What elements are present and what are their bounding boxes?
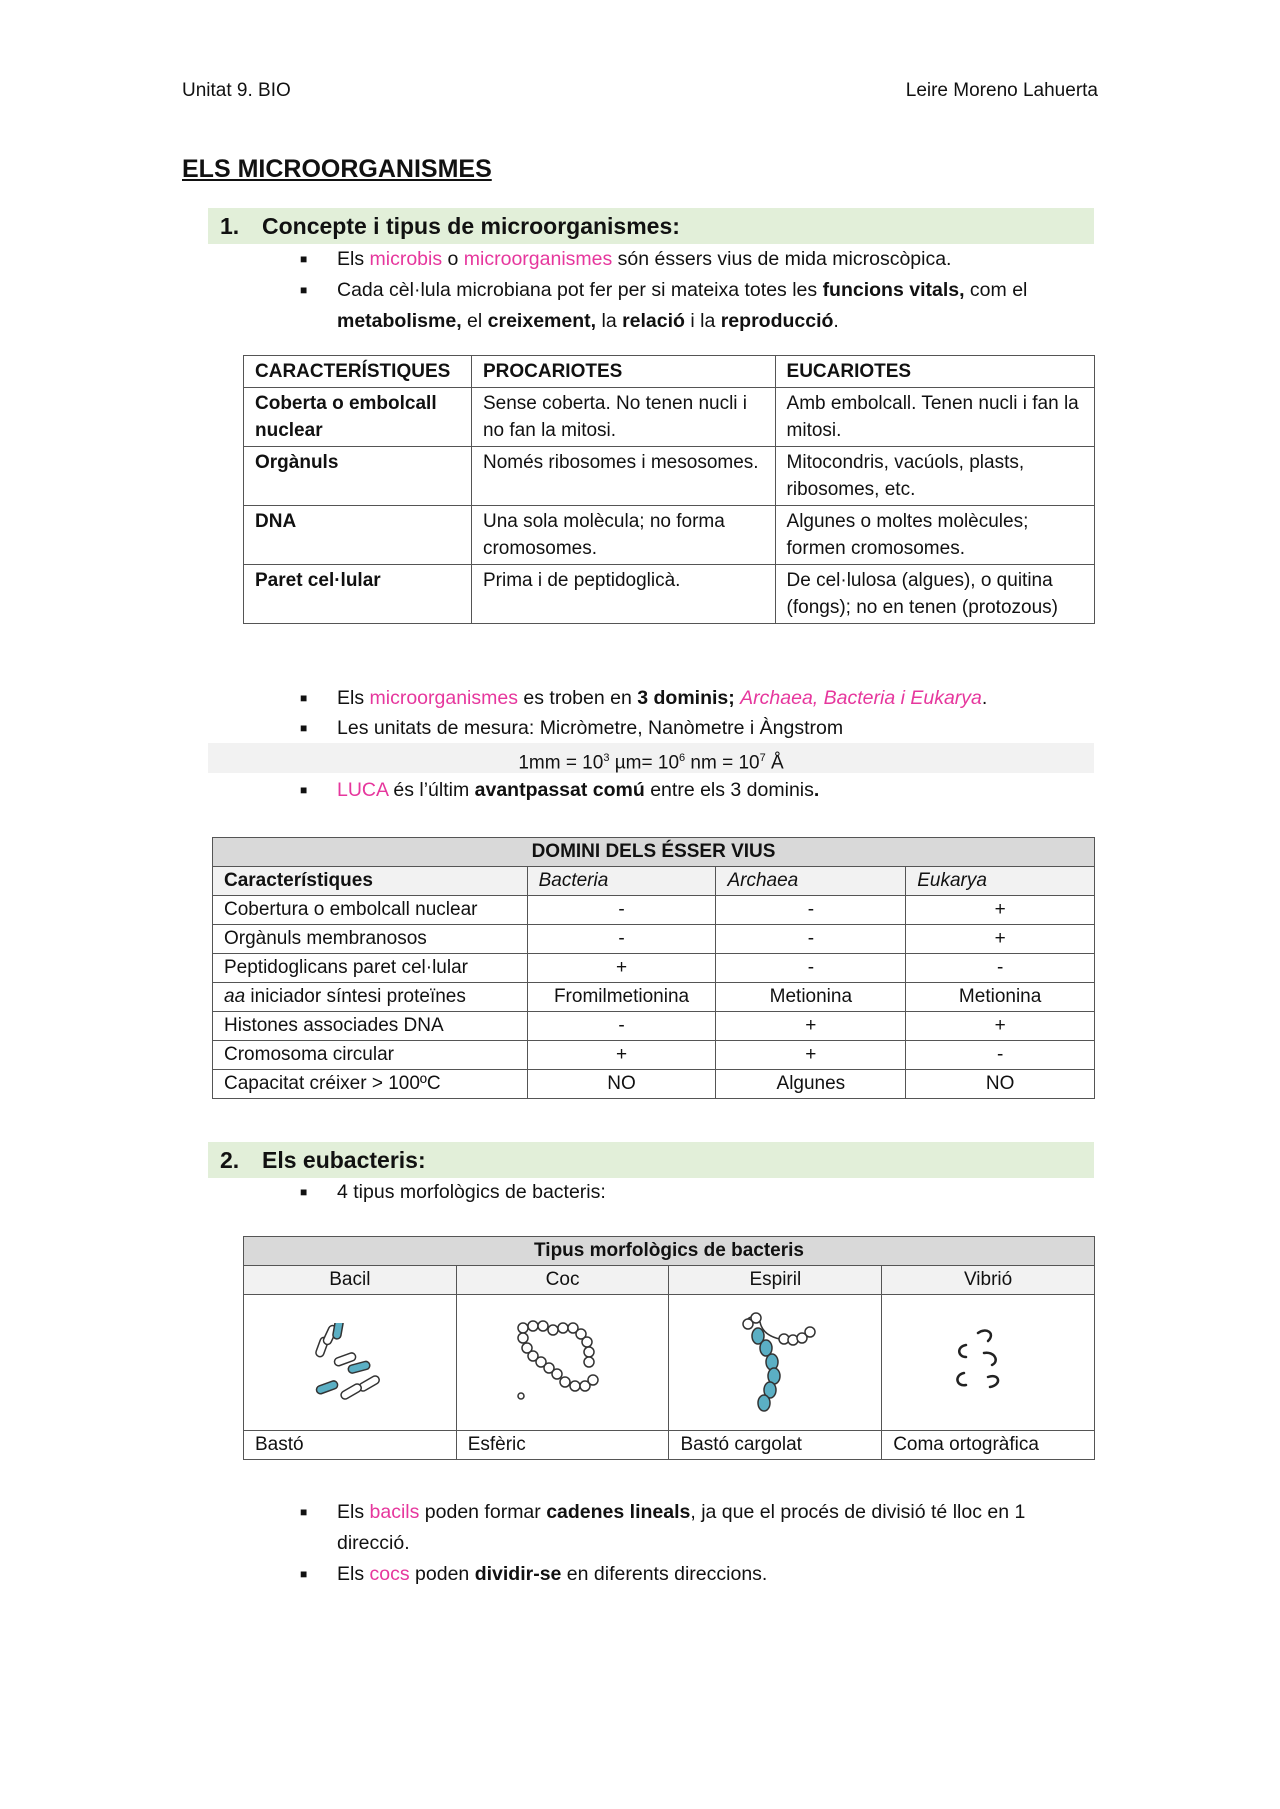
spirillum-icon [730,1308,820,1418]
table-cell: - [716,925,906,954]
table-caption: DOMINI DELS ÉSSER VIUS [213,838,1095,867]
column-header: Coc [456,1266,669,1295]
table-row [213,925,1095,954]
bacilli-icon [310,1323,390,1403]
column-header: Archaea [716,867,906,896]
bullet-square-icon: ■ [300,1505,308,1519]
table-cell: + [906,925,1095,954]
vibrio-icon [948,1323,1028,1403]
row-label: Cobertura o embolcall nuclear [213,896,528,925]
table-cell: Una sola molècula; no forma cromosomes. [471,506,775,565]
column-header: PROCARIOTES [471,356,775,388]
table-row [213,896,1095,925]
table-cell: + [906,1012,1095,1041]
section-heading-2 [208,1142,1094,1178]
bullet-cocci: ■ Els cocs poden dividir-se en diferents direccions. [300,1559,1095,1590]
table-cell: NO [906,1070,1095,1099]
illustration-cell [669,1295,882,1431]
table-cell: Metionina [716,983,906,1012]
table-cell: - [906,1041,1095,1070]
column-header: Bacil [244,1266,457,1295]
row-label: DNA [244,506,472,565]
table-header-row [244,356,1095,388]
table-cell: - [527,1012,716,1041]
table-cell: + [716,1012,906,1041]
column-header: Espiril [669,1266,882,1295]
bullet-square-icon: ■ [300,783,308,797]
table-cell: + [527,954,716,983]
table-cell: + [716,1041,906,1070]
table-cell: - [527,896,716,925]
section-number: 2. [220,1147,240,1173]
table-caption-row [213,838,1095,867]
domains-table [212,837,1095,1099]
section-number: 1. [220,213,240,239]
row-label: Peptidoglicans paret cel·lular [213,954,528,983]
illustration-cell [882,1295,1095,1431]
bullet-square-icon: ■ [300,691,308,705]
bacteria-morphology-table [243,1236,1095,1460]
column-header: Vibrió [882,1266,1095,1295]
header-unit: Unitat 9. BIO [182,80,291,101]
row-label: aa iniciador síntesi proteïnes [213,983,528,1012]
table-row [213,983,1095,1012]
bullet-morphology: ■ 4 tipus morfològics de bacteris: [300,1177,1095,1208]
table-cell: Esfèric [456,1431,669,1460]
table-row [244,1431,1095,1460]
table-cell: - [716,954,906,983]
section-title: Concepte i tipus de microorganismes: [262,213,680,239]
table-cell: Només ribosomes i mesosomes. [471,447,775,506]
table-row [244,565,1095,624]
illustration-cell [456,1295,669,1431]
row-label: Histones associades DNA [213,1012,528,1041]
row-label: Cromosoma circular [213,1041,528,1070]
table-row [244,388,1095,447]
unit-conversion-formula: $1mm = 10^3$ $\mu m= 10^6$ nm = $10^7$ Å [208,743,1094,773]
cocci-icon [513,1318,613,1408]
table-cell: Bastó [244,1431,457,1460]
bullet-three-domains: ■ Els microorganismes es troben en 3 dominis; Archaea, Bacteria i Eukarya. [300,683,1095,714]
table-cell: + [906,896,1095,925]
row-label: Capacitat créixer > 100ºC [213,1070,528,1099]
table-header-row [244,1266,1095,1295]
bullet-microbes: ■ Els microbis o microorganismes són éssers vius de mida microscòpica. [300,244,1095,275]
row-label: Paret cel·lular [244,565,472,624]
table-row [244,506,1095,565]
table-cell: Amb embolcall. Tenen nucli i fan la mitosi. [775,388,1094,447]
table-caption: Tipus morfològics de bacteris [244,1237,1095,1266]
table-cell: Algunes o moltes molècules; formen cromosomes. [775,506,1094,565]
bullet-square-icon: ■ [300,283,308,297]
section-heading-1 [208,208,1094,244]
bullet-square-icon: ■ [300,1567,308,1581]
table-cell: Mitocondris, vacúols, plasts, ribosomes, etc. [775,447,1094,506]
column-header: Eukarya [906,867,1095,896]
table-cell: NO [527,1070,716,1099]
table-caption-row [244,1237,1095,1266]
table-row [213,1012,1095,1041]
table-cell: Bastó cargolat [669,1431,882,1460]
bullet-bacilli: ■ Els bacils poden formar cadenes lineals, ja que el procés de divisió té lloc en 1 direcció. [300,1497,1095,1559]
table-cell: Metionina [906,983,1095,1012]
header-author: Leire Moreno Lahuerta [905,80,1098,101]
column-header: Bacteria [527,867,716,896]
bullet-vital-functions: ■ Cada cèl·lula microbiana pot fer per si mateixa totes les funcions vitals, com el metabolisme, el creixement, la relació i la reproducció. [300,275,1095,337]
bullet-square-icon: ■ [300,721,308,735]
illustration-row [244,1295,1095,1431]
bullet-units: ■ Les unitats de mesura: Micròmetre, Nanòmetre i Àngstrom [300,713,1095,744]
row-label: Coberta o embolcall nuclear [244,388,472,447]
table-cell: Coma ortogràfica [882,1431,1095,1460]
section-title: Els eubacteris: [262,1147,426,1173]
table-row [213,1070,1095,1099]
row-label: Orgànuls membranosos [213,925,528,954]
table-cell: Prima i de peptidoglicà. [471,565,775,624]
table-row [213,1041,1095,1070]
table-cell: Fromilmetionina [527,983,716,1012]
table-cell: - [716,896,906,925]
row-label: Orgànuls [244,447,472,506]
table-header-row [213,867,1095,896]
table-cell: + [527,1041,716,1070]
column-header: Característiques [213,867,528,896]
bullet-square-icon: ■ [300,1185,308,1199]
table-row [244,447,1095,506]
table-cell: De cel·lulosa (algues), o quitina (fongs); no en tenen (protozous) [775,565,1094,624]
prokaryote-eukaryote-table [243,355,1095,624]
column-header: CARACTERÍSTIQUES [244,356,472,388]
illustration-cell [244,1295,457,1431]
bullet-luca: ■ LUCA és l’últim avantpassat comú entre els 3 dominis. [300,775,1095,806]
table-cell: - [527,925,716,954]
table-row [213,954,1095,983]
table-cell: - [906,954,1095,983]
table-cell: Algunes [716,1070,906,1099]
table-cell: Sense coberta. No tenen nucli i no fan la mitosi. [471,388,775,447]
page-title: ELS MICROORGANISMES [182,155,492,183]
column-header: EUCARIOTES [775,356,1094,388]
bullet-square-icon: ■ [300,252,308,266]
